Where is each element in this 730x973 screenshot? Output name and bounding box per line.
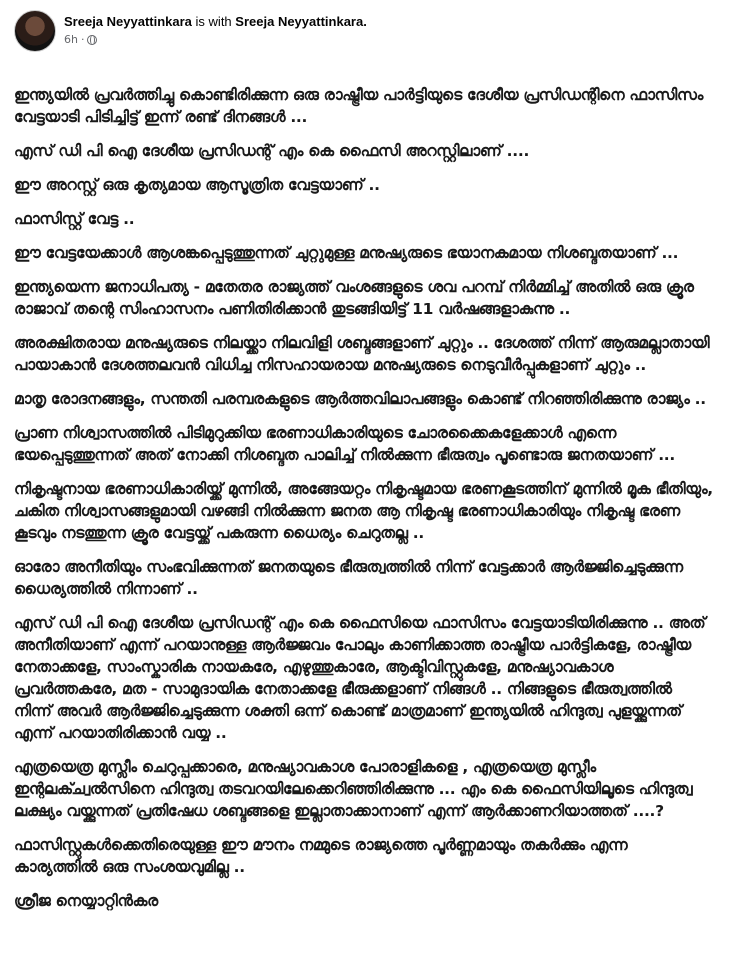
post-paragraph-4: ഫാസിസ്റ്റ് വേട്ട .. [14, 210, 135, 228]
post-paragraph-9: പ്രാണ നിശ്വാസത്തിൽ പിടിമുറുക്കിയ ഭരണാധികാരിയുടെ ചോരക്കൈകളേക്കാൾ എന്നെ ഭയപ്പെടുത്തുന്നത് അത് നോക്കി നിശബ്ദത പാലിച്ച് നിൽക്കുന്ന ഭീരുത്വം പൂണ്ടൊരു ജനതയാണ് ... [14, 424, 675, 464]
post-header [14, 6, 714, 58]
post-paragraph-7: അരക്ഷിതരായ മനുഷ്യരുടെ നിലയ്ക്കാ നിലവിളി ശബ്ദങ്ങളാണ് ചുറ്റും .. ദേശത്ത് നിന്ന് ആരുമല്ലാതായി പായാകാൻ ദേശത്തലവൻ വിധിച്ച നിസഹായരായ മനുഷ്യരുടെ നെടുവീർപ്പുകളാണ് ചുറ്റും .. [14, 334, 710, 374]
post-paragraph-8: മാതൃ രോദനങ്ങളും, സന്തതി പരമ്പരകളുടെ ആർത്തവിലാപങ്ങളും കൊണ്ട് നിറഞ്ഞിരിക്കുന്നു രാജ്യം .. [14, 390, 706, 408]
author-name[interactable]: Sreeja Neyyattinkara [64, 14, 192, 29]
signature: ശ്രീജ നെയ്യാറ്റിൻകര [14, 892, 158, 910]
post-paragraph-14: ഫാസിസ്റ്റുകൾക്കെതിരെയുള്ള ഈ മൗനം നമ്മുടെ രാജ്യത്തെ പൂർണ്ണമായും തകർക്കും എന്ന കാര്യത്തിൽ ഒരു സംശയവുമില്ല .. [14, 836, 628, 876]
post-paragraph-6: ഇന്ത്യയെന്ന ജനാധിപത്യ - മതേതര രാജ്യത്ത് വംശങ്ങളുടെ ശവ പറമ്പ് നിർമ്മിച്ച് അതിൽ ഒരു ക്രൂര രാജാവ് തന്റെ സിംഹാസനം പണിതിരിക്കാൻ തുടങ്ങിയിട്ട് 11 വർഷങ്ങളാകുന്നു .. [14, 278, 694, 318]
post-meta [64, 33, 97, 46]
post-paragraph-3: ഈ അറസ്റ്റ് ഒരു കൃത്യമായ ആസൂത്രിത വേട്ടയാണ് .. [14, 176, 380, 194]
post-time[interactable]: 6h [64, 33, 78, 46]
post-paragraph-13: എത്രയെത്ര മുസ്ലീം ചെറുപ്പക്കാരെ, മനുഷ്യാവകാശ പോരാളികളെ , എത്രയെത്ര മുസ്ലീം ഇന്റലക്ച്വൽസിനെ ഹിന്ദുത്വ തടവറയിലേക്കെറിഞ്ഞിരിക്കുന്നു ... എം കെ ഫൈസിയിലൂടെ ഹിന്ദുത്വ ലക്ഷ്യം വയ്ക്കുന്നത് പ്രതിഷേധ ശബ്ദങ്ങളെ ഇല്ലാതാക്കാനാണ് എന്ന് ആർക്കാണറിയാത്തത് ....? [14, 758, 693, 820]
tagged-user[interactable]: Sreeja Neyyattinkara. [235, 14, 367, 29]
post-paragraph-5: ഈ വേട്ടയേക്കാൾ ആശങ്കപ്പെടുത്തുന്നത് ചുറ്റുമുള്ള മനുഷ്യരുടെ ഭയാനകമായ നിശബ്ദതയാണ് ... [14, 244, 679, 262]
author-line [64, 14, 367, 29]
avatar[interactable] [14, 10, 56, 52]
post-paragraph-10: നികൃഷ്ടനായ ഭരണാധികാരിയ്ക്ക് മുന്നിൽ, അങ്ങേയറ്റം നികൃഷ്ടമായ ഭരണകൂടത്തിന് മുന്നിൽ മൂക ഭീതിയും, ചകിത നിശ്വാസങ്ങളുമായി വഴങ്ങി നിൽക്കുന്ന ജനത ആ നികൃഷ്ട ഭരണാധികാരിയും നികൃഷ്ട ഭരണ കൂടവും നടത്തുന്ന ക്രൂര വേട്ടയ്ക്ക് പകരുന്ന ധൈര്യം ചെറുതല്ല .. [14, 480, 713, 542]
post-body [14, 84, 714, 924]
post-paragraph-11: ഓരോ അനീതിയും സംഭവിക്കുന്നത് ജനതയുടെ ഭീരുത്വത്തിൽ നിന്ന് വേട്ടക്കാർ ആർജ്ജിച്ചെടുക്കുന്ന ധൈര്യത്തിൽ നിന്നാണ് .. [14, 558, 683, 598]
post-paragraph-2: എസ് ഡി പി ഐ ദേശീയ പ്രസിഡന്റ് എം കെ ഫൈസി അറസ്റ്റിലാണ് .... [14, 142, 530, 160]
post-paragraph-1: ഇന്ത്യയിൽ പ്രവർത്തിച്ചു കൊണ്ടിരിക്കുന്ന ഒരു രാഷ്ട്രീയ പാർട്ടിയുടെ ദേശീയ പ്രസിഡന്റിനെ ഫാസിസം വേട്ടയാടി പിടിച്ചിട്ട് ഇന്ന് രണ്ട് ദിനങ്ങൾ ... [14, 86, 704, 126]
post-paragraph-12: എസ് ഡി പി ഐ ദേശീയ പ്രസിഡന്റ് എം കെ ഫൈസിയെ ഫാസിസം വേട്ടയാടിയിരിക്കുന്നു .. അത് അനീതിയാണ് എന്ന് പറയാനുള്ള ആർജ്ജവം പോലും കാണിക്കാത്ത രാഷ്ട്രീയ പാർട്ടികളേ, രാഷ്ട്രീയ നേതാക്കളേ, സാംസ്കാരിക നായകരേ, എഴുത്തുകാരേ, ആക്ടിവിസ്റ്റുകളേ, മനുഷ്യാവകാശ പ്രവർത്തകരേ, മത - സാമുദായിക നേതാക്കളേ ഭീരുക്കളാണ് നിങ്ങൾ .. നിങ്ങളുടെ ഭീരുത്വത്തിൽ നിന്ന് അവർ ആർജ്ജിച്ചെടുക്കുന്ന ശക്തി ഒന്ന് കൊണ്ട് മാത്രമാണ് ഇന്ത്യയിൽ ഹിന്ദുത്വ പുളയ്ക്കുന്നത് എന്ന് പറയാതിരിക്കാൻ വയ്യ .. [14, 614, 706, 742]
globe-icon [87, 35, 97, 45]
with-text: is with [195, 14, 232, 29]
meta-separator: · [80, 33, 85, 46]
